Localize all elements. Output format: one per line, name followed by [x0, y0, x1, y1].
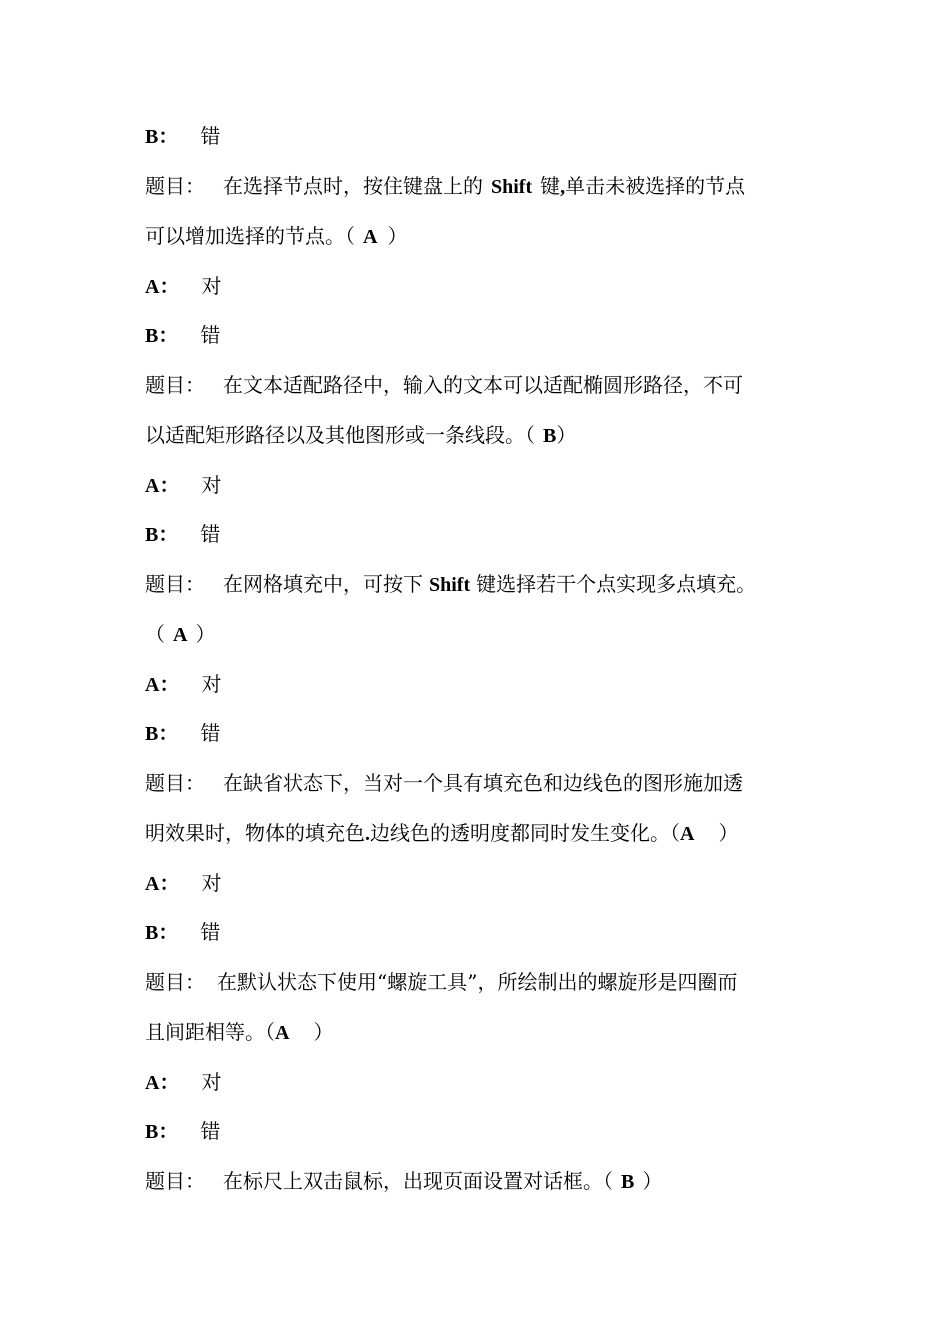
- question-text: ）: [195, 622, 216, 646]
- option-a-line: [145, 467, 815, 503]
- option-b-line: [145, 118, 815, 154]
- option-b-line: [145, 914, 815, 950]
- question-text: 单击未被选择的节点: [565, 174, 746, 198]
- question-text: 在标尺上双击鼠标，出现页面设置对话框。（: [223, 1169, 613, 1193]
- option-b-label: B：: [145, 325, 179, 347]
- question-label: 题目：: [145, 771, 205, 795]
- option-b-text: 错: [200, 522, 221, 546]
- answer-text: A: [680, 823, 695, 845]
- option-b-line: [145, 317, 815, 353]
- question-text: （: [145, 622, 165, 646]
- question-line: [145, 616, 815, 652]
- question-label: 题目：: [145, 970, 205, 994]
- question-text: 且间距相等。（: [145, 1020, 275, 1044]
- question-text: .: [365, 823, 370, 845]
- option-a-text: 对: [201, 672, 222, 696]
- option-b-label: B：: [145, 922, 179, 944]
- question-text: 键选择若干个点实现多点填充。: [476, 572, 757, 596]
- question-text: ）: [718, 821, 739, 845]
- question-line: [145, 1014, 815, 1050]
- option-b-text: 错: [200, 1119, 221, 1143]
- option-b-text: 错: [200, 124, 221, 148]
- answer-text: A: [173, 624, 188, 646]
- question-line: [145, 367, 815, 403]
- option-b-label: B：: [145, 126, 179, 148]
- option-b-label: B：: [145, 723, 179, 745]
- option-a-line: [145, 666, 815, 702]
- question-text: ,: [560, 176, 566, 198]
- option-a-line: [145, 268, 815, 304]
- question-text: 可以增加选择的节点。（: [145, 224, 355, 248]
- question-line: [145, 964, 815, 1000]
- question-text: 明效果时，物体的填充色: [145, 821, 365, 845]
- question-text: ）: [642, 1169, 663, 1193]
- option-a-label: A：: [145, 276, 180, 298]
- option-b-line: [145, 715, 815, 751]
- question-line: [145, 765, 815, 801]
- answer-text: A: [275, 1022, 290, 1044]
- question-text: 键: [540, 174, 561, 198]
- question-label: 题目：: [145, 572, 205, 596]
- option-a-label: A：: [145, 475, 180, 497]
- answer-text: B: [543, 425, 557, 447]
- question-text: ）: [387, 224, 408, 248]
- question-label: 题目：: [145, 174, 205, 198]
- option-a-label: A：: [145, 674, 180, 696]
- question-text: 边线色的透明度都同时发生变化。（: [370, 821, 680, 845]
- question-line: [145, 417, 815, 453]
- option-a-text: 对: [201, 274, 222, 298]
- option-a-line: [145, 865, 815, 901]
- answer-text: A: [363, 226, 378, 248]
- option-a-text: 对: [201, 473, 222, 497]
- option-a-label: A：: [145, 873, 180, 895]
- question-line: [145, 815, 815, 851]
- question-line: [145, 168, 815, 204]
- option-b-text: 错: [200, 323, 221, 347]
- option-a-label: A：: [145, 1072, 180, 1094]
- option-b-text: 错: [200, 920, 221, 944]
- question-line: [145, 218, 815, 254]
- question-text: ）: [313, 1020, 334, 1044]
- question-text: 以适配矩形路径以及其他图形或一条线段。（: [145, 423, 535, 447]
- option-a-line: [145, 1064, 815, 1100]
- key-shift: Shift: [429, 574, 471, 596]
- question-line: [145, 1163, 815, 1199]
- question-label: 题目：: [145, 373, 205, 397]
- key-shift: Shift: [491, 176, 533, 198]
- option-a-text: 对: [201, 1070, 222, 1094]
- question-text: 在网格填充中，可按下: [223, 572, 423, 596]
- option-b-line: [145, 1113, 815, 1149]
- answer-text: B: [621, 1171, 635, 1193]
- option-b-label: B：: [145, 524, 179, 546]
- question-text: 在默认状态下使用“螺旋工具”，所绘制出的螺旋形是四圈而: [217, 970, 738, 994]
- question-text: 在选择节点时，按住键盘上的: [223, 174, 483, 198]
- question-text: 在文本适配路径中，输入的文本可以适配椭圆形路径，不可: [223, 373, 743, 397]
- option-b-label: B：: [145, 1121, 179, 1143]
- question-text: ）: [556, 423, 577, 447]
- option-b-text: 错: [200, 721, 221, 745]
- option-a-text: 对: [201, 871, 222, 895]
- question-line: [145, 566, 815, 602]
- option-b-line: [145, 516, 815, 552]
- question-text: 在缺省状态下，当对一个具有填充色和边线色的图形施加透: [223, 771, 743, 795]
- question-label: 题目：: [145, 1169, 205, 1193]
